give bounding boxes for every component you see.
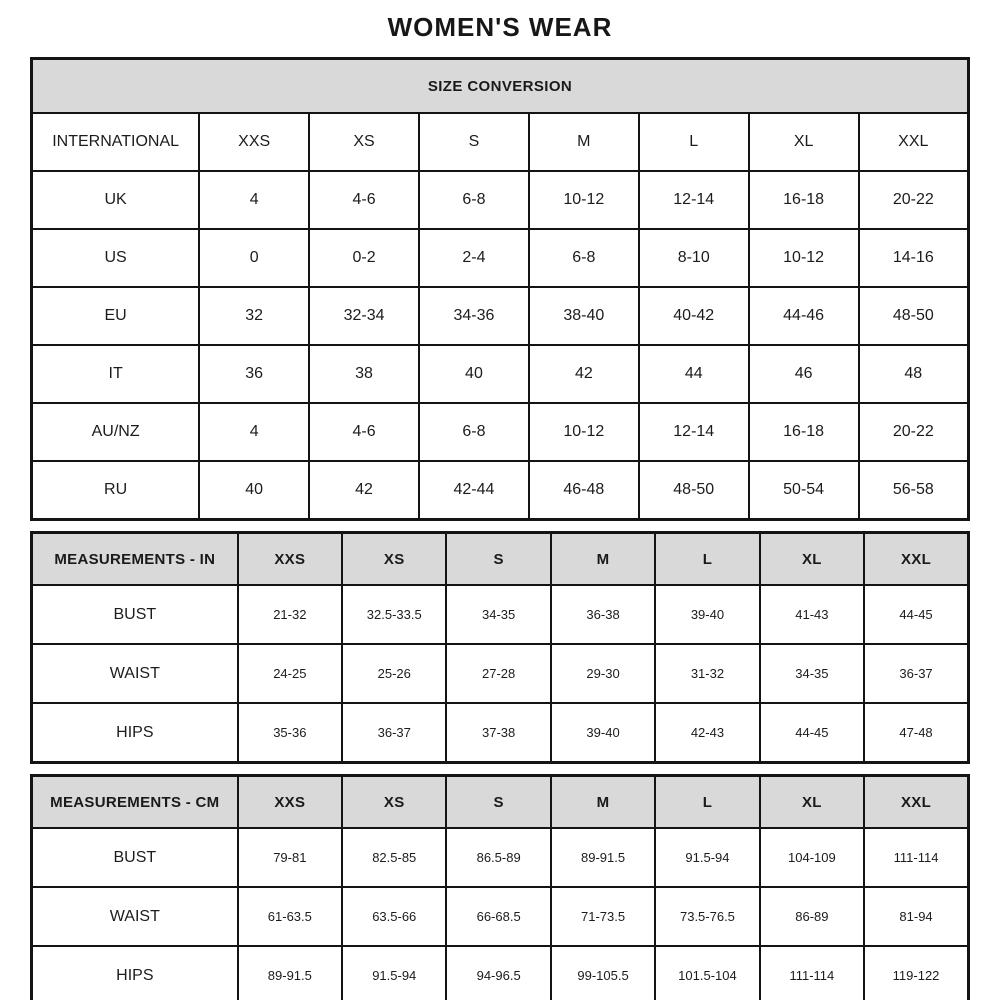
page-title: WOMEN'S WEAR	[387, 12, 613, 42]
table-cell: 36-38	[551, 585, 655, 644]
measurements-cm-header-row	[32, 776, 969, 829]
table-cell: 4-6	[309, 171, 419, 229]
header-cell-l: L	[655, 776, 759, 829]
table-cell: 48-50	[639, 461, 749, 520]
header-cell-international: INTERNATIONAL	[32, 113, 200, 171]
header-cell-m: M	[529, 113, 639, 171]
header-cell-s: S	[446, 776, 550, 829]
row-label-cell: WAIST	[32, 887, 238, 946]
table-cell: 6-8	[419, 403, 529, 461]
table-cell: 8-10	[639, 229, 749, 287]
table-cell: 0	[199, 229, 309, 287]
table-cell: 0-2	[309, 229, 419, 287]
table-cell: 38	[309, 345, 419, 403]
table-cell: 4	[199, 403, 309, 461]
measurements-in-table	[30, 531, 970, 764]
measurements-cm-table	[30, 774, 970, 1000]
table-cell: 89-91.5	[551, 828, 655, 887]
table-cell: 39-40	[655, 585, 759, 644]
table-cell: 46-48	[529, 461, 639, 520]
header-cell-xs: XS	[342, 533, 446, 586]
table-cell: 50-54	[749, 461, 859, 520]
header-cell-xs: XS	[342, 776, 446, 829]
table-cell: 42-44	[419, 461, 529, 520]
table-row-it	[32, 345, 969, 403]
table-cell: 35-36	[238, 703, 342, 763]
table-cell: 48	[859, 345, 969, 403]
table-cell: 4-6	[309, 403, 419, 461]
table-cell: 31-32	[655, 644, 759, 703]
table-cell: 27-28	[446, 644, 550, 703]
table-cell: 42	[309, 461, 419, 520]
table-cell: 81-94	[864, 887, 968, 946]
table-cell: 16-18	[749, 403, 859, 461]
header-cell-s: S	[419, 113, 529, 171]
size-conversion-header-row	[32, 113, 969, 171]
table-cell: 82.5-85	[342, 828, 446, 887]
table-cell: 89-91.5	[238, 946, 342, 1000]
table-cell: 32-34	[309, 287, 419, 345]
table-cell: 94-96.5	[446, 946, 550, 1000]
row-label-cell: IT	[32, 345, 200, 403]
size-conversion-title: SIZE CONVERSION	[32, 59, 969, 114]
table-cell: 32	[199, 287, 309, 345]
table-cell: 40	[199, 461, 309, 520]
table-cell: 37-38	[446, 703, 550, 763]
table-row-waist-in	[32, 644, 969, 703]
header-cell-m: M	[551, 533, 655, 586]
table-cell: 71-73.5	[551, 887, 655, 946]
table-row-us	[32, 229, 969, 287]
table-row-ru	[32, 461, 969, 520]
table-row-bust-cm	[32, 828, 969, 887]
table-cell: 14-16	[859, 229, 969, 287]
table-cell: 40-42	[639, 287, 749, 345]
table-cell: 36-37	[864, 644, 968, 703]
size-conversion-table	[30, 57, 970, 521]
table-cell: 111-114	[864, 828, 968, 887]
table-row-bust-in	[32, 585, 969, 644]
table-cell: 4	[199, 171, 309, 229]
row-label-cell: RU	[32, 461, 200, 520]
table-cell: 6-8	[419, 171, 529, 229]
header-cell-xl: XL	[760, 776, 864, 829]
row-label-cell: AU/NZ	[32, 403, 200, 461]
table-cell: 42-43	[655, 703, 759, 763]
table-cell: 61-63.5	[238, 887, 342, 946]
table-row-waist-cm	[32, 887, 969, 946]
table-cell: 12-14	[639, 171, 749, 229]
row-label-cell: BUST	[32, 585, 238, 644]
table-cell: 34-35	[760, 644, 864, 703]
table-cell: 10-12	[529, 171, 639, 229]
header-cell-xxs: XXS	[238, 776, 342, 829]
row-label-cell: WAIST	[32, 644, 238, 703]
table-cell: 91.5-94	[655, 828, 759, 887]
header-cell-xxs: XXS	[199, 113, 309, 171]
table-row-hips-cm	[32, 946, 969, 1000]
table-cell: 10-12	[529, 403, 639, 461]
table-cell: 20-22	[859, 403, 969, 461]
table-cell: 48-50	[859, 287, 969, 345]
header-cell-xl: XL	[749, 113, 859, 171]
table-cell: 42	[529, 345, 639, 403]
table-cell: 36	[199, 345, 309, 403]
table-cell: 20-22	[859, 171, 969, 229]
measurements-cm-title: MEASUREMENTS - CM	[32, 776, 238, 829]
table-row-hips-in	[32, 703, 969, 763]
table-cell: 40	[419, 345, 529, 403]
header-cell-xxl: XXL	[859, 113, 969, 171]
header-cell-m: M	[551, 776, 655, 829]
table-cell: 12-14	[639, 403, 749, 461]
table-cell: 6-8	[529, 229, 639, 287]
table-cell: 34-36	[419, 287, 529, 345]
row-label-cell: UK	[32, 171, 200, 229]
header-cell-l: L	[639, 113, 749, 171]
header-cell-xs: XS	[309, 113, 419, 171]
table-cell: 24-25	[238, 644, 342, 703]
table-cell: 44-46	[749, 287, 859, 345]
table-cell: 111-114	[760, 946, 864, 1000]
table-cell: 2-4	[419, 229, 529, 287]
table-cell: 99-105.5	[551, 946, 655, 1000]
table-cell: 29-30	[551, 644, 655, 703]
table-cell: 91.5-94	[342, 946, 446, 1000]
header-cell-xxs: XXS	[238, 533, 342, 586]
table-cell: 16-18	[749, 171, 859, 229]
header-cell-xxl: XXL	[864, 533, 968, 586]
table-cell: 46	[749, 345, 859, 403]
table-cell: 44-45	[864, 585, 968, 644]
table-cell: 38-40	[529, 287, 639, 345]
header-cell-l: L	[655, 533, 759, 586]
table-cell: 21-32	[238, 585, 342, 644]
table-row-uk	[32, 171, 969, 229]
size-conversion-banner-row	[32, 59, 969, 114]
table-cell: 63.5-66	[342, 887, 446, 946]
row-label-cell: EU	[32, 287, 200, 345]
row-label-cell: BUST	[32, 828, 238, 887]
table-cell: 36-37	[342, 703, 446, 763]
table-cell: 47-48	[864, 703, 968, 763]
table-cell: 119-122	[864, 946, 968, 1000]
table-cell: 34-35	[446, 585, 550, 644]
header-cell-xxl: XXL	[864, 776, 968, 829]
table-cell: 86.5-89	[446, 828, 550, 887]
table-cell: 73.5-76.5	[655, 887, 759, 946]
table-cell: 39-40	[551, 703, 655, 763]
table-cell: 25-26	[342, 644, 446, 703]
table-row-aunz	[32, 403, 969, 461]
table-cell: 104-109	[760, 828, 864, 887]
table-cell: 66-68.5	[446, 887, 550, 946]
table-cell: 10-12	[749, 229, 859, 287]
row-label-cell: HIPS	[32, 703, 238, 763]
measurements-in-title: MEASUREMENTS - IN	[32, 533, 238, 586]
table-cell: 86-89	[760, 887, 864, 946]
row-label-cell: HIPS	[32, 946, 238, 1000]
measurements-in-header-row	[32, 533, 969, 586]
table-cell: 41-43	[760, 585, 864, 644]
header-cell-xl: XL	[760, 533, 864, 586]
table-row-eu	[32, 287, 969, 345]
table-cell: 101.5-104	[655, 946, 759, 1000]
table-cell: 79-81	[238, 828, 342, 887]
header-cell-s: S	[446, 533, 550, 586]
table-cell: 44-45	[760, 703, 864, 763]
table-cell: 44	[639, 345, 749, 403]
row-label-cell: US	[32, 229, 200, 287]
table-cell: 56-58	[859, 461, 969, 520]
table-cell: 32.5-33.5	[342, 585, 446, 644]
